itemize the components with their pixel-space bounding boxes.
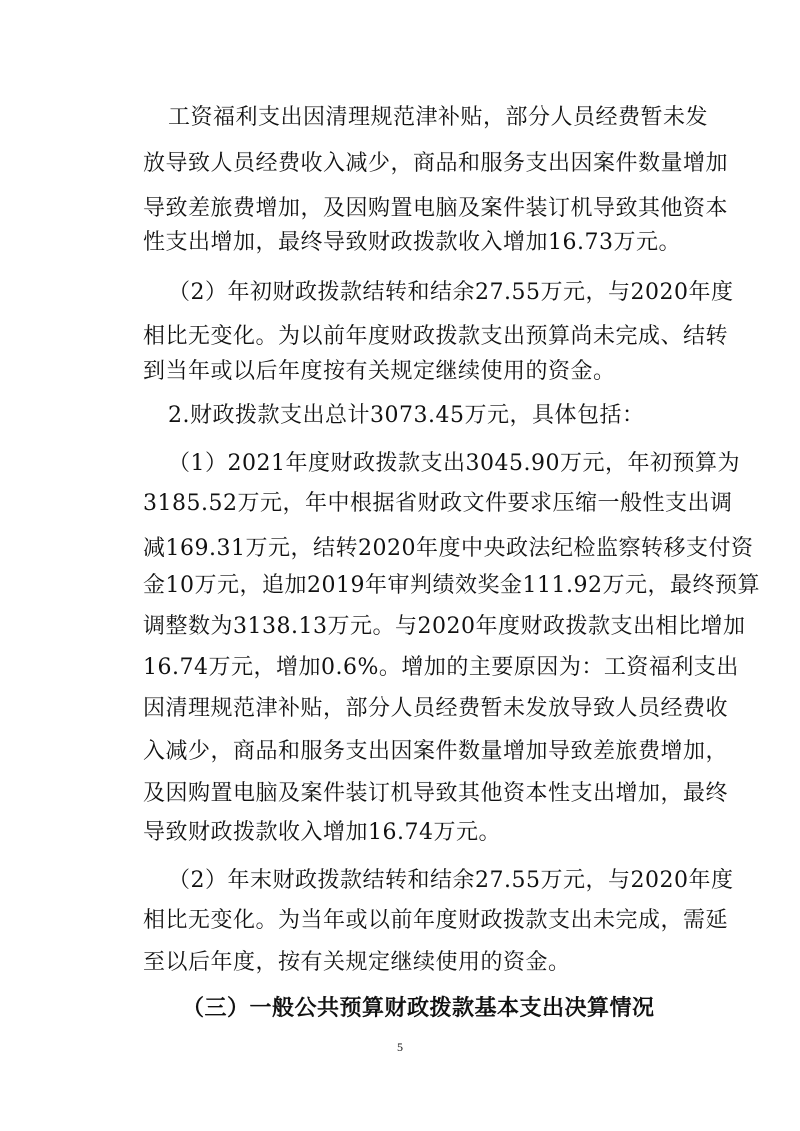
paragraph-line-1: 工资福利支出因清理规范津补贴，部分人员经费暂未发 [168,105,709,130]
paragraph-line-19: （2）年末财政拨款结转和结余27.55万元，与2020年度 [168,868,734,893]
paragraph-line-17: 及因购置电脑及案件装订机导致其他资本性支出增加，最终 [143,781,729,806]
paragraph-line-18: 导致财政拨款收入增加16.74万元。 [143,820,501,845]
paragraph-line-21: 至以后年度，按有关规定继续使用的资金。 [143,950,571,975]
paragraph-line-3: 导致差旅费增加，及因购置电脑及案件装订机导致其他资本 [143,196,729,221]
paragraph-line-12: 金10万元，追加2019年审判绩效奖金111.92万元，最终预算 [143,573,760,598]
paragraph-line-2: 放导致人员经费收入减少，商品和服务支出因案件数量增加 [143,151,729,176]
paragraph-line-14: 16.74万元，增加0.6%。增加的主要原因为：工资福利支出 [143,655,739,680]
paragraph-line-7: 到当年或以后年度按有关规定继续使用的资金。 [143,359,616,384]
paragraph-line-13: 调整数为3138.13万元。与2020年度财政拨款支出相比增加 [143,614,746,639]
section-heading: （三）一般公共预算财政拨款基本支出决算情况 [182,995,655,1021]
paragraph-line-15: 因清理规范津补贴，部分人员经费暂未发放导致人员经费收 [143,696,729,721]
page-number: 5 [397,1040,403,1054]
paragraph-line-9: （1）2021年度财政拨款支出3045.90万元，年初预算为 [168,451,740,476]
paragraph-line-10: 3185.52万元，年中根据省财政文件要求压缩一般性支出调 [143,491,733,516]
paragraph-line-4: 性支出增加，最终导致财政拨款收入增加16.73万元。 [143,230,681,255]
paragraph-line-20: 相比无变化。为当年或以前年度财政拨款支出未完成，需延 [143,908,729,933]
paragraph-line-8: 2.财政拨款支出总计3073.45万元，具体包括： [168,403,645,428]
paragraph-line-6: 相比无变化。为以前年度财政拨款支出预算尚未完成、结转 [143,324,729,349]
paragraph-line-11: 减169.31万元，结转2020年度中央政法纪检监察转移支付资 [143,536,754,561]
paragraph-line-16: 入减少，商品和服务支出因案件数量增加导致差旅费增加， [143,739,729,764]
paragraph-line-5: （2）年初财政拨款结转和结余27.55万元，与2020年度 [168,280,734,305]
